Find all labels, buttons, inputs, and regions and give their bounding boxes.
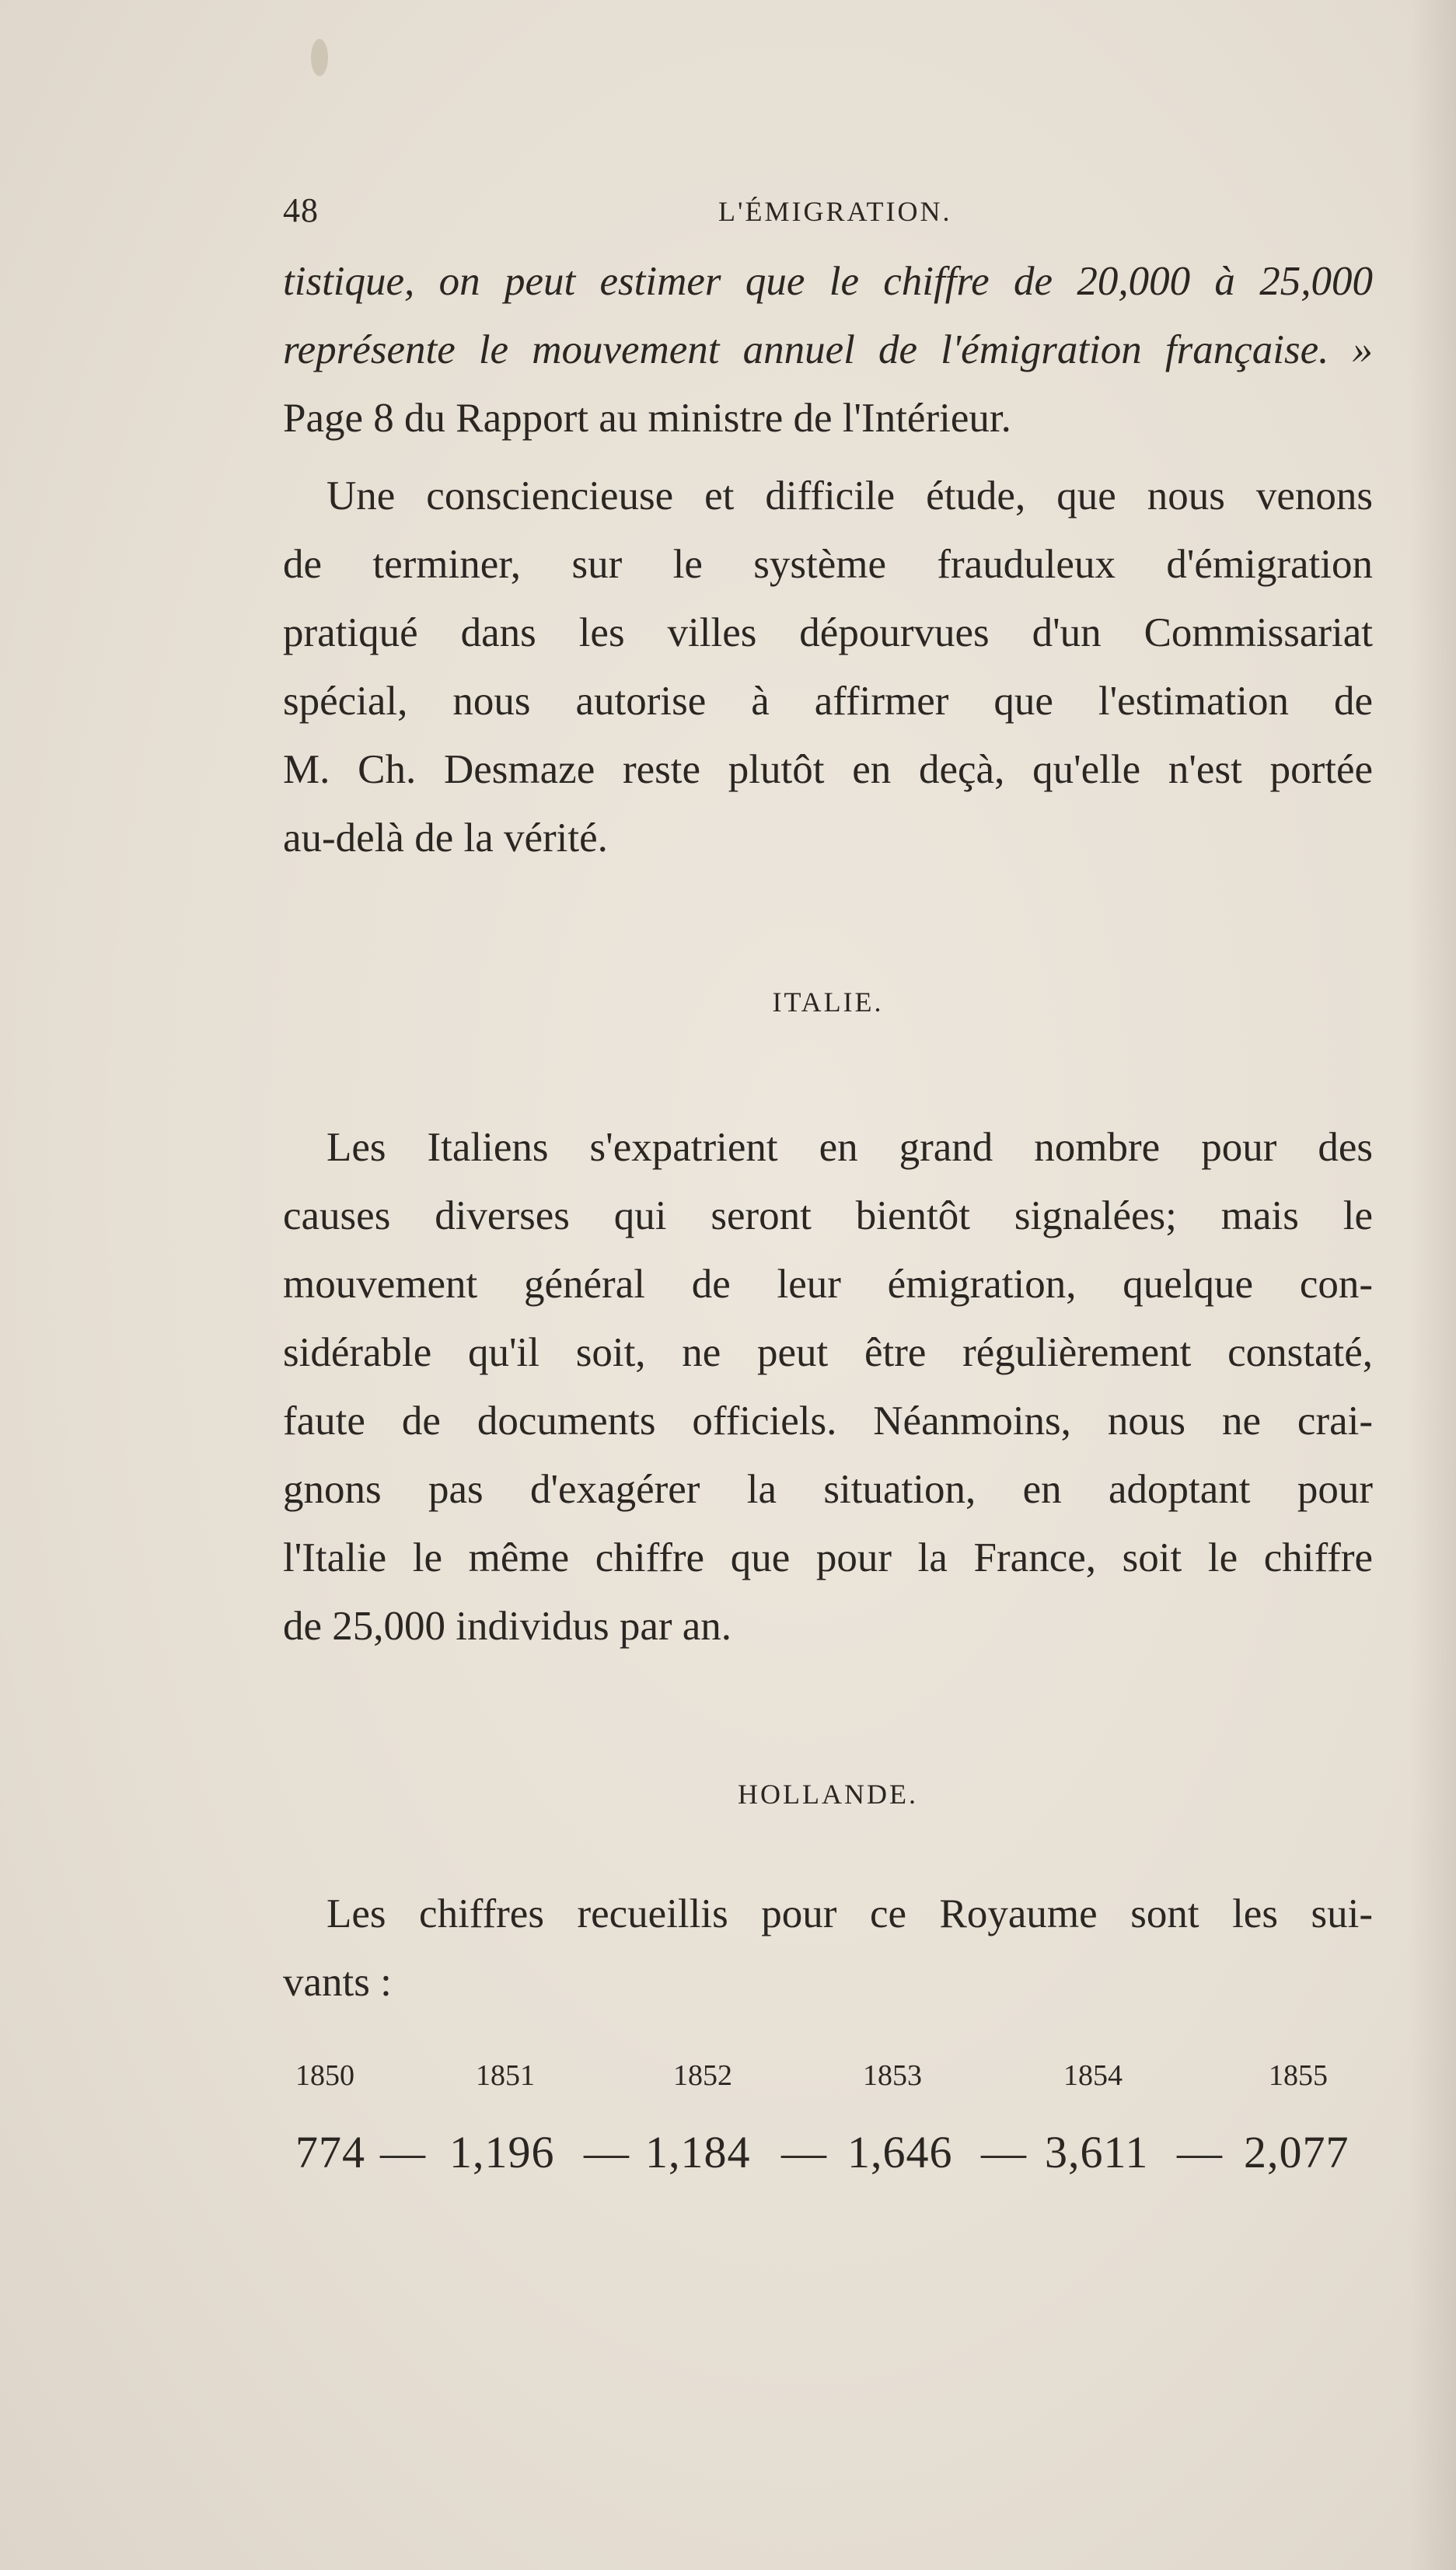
section-heading-hollande: HOLLANDE. [738, 1779, 918, 1810]
emigrant-count: 774 [295, 2127, 365, 2177]
emigration-years-row [295, 2058, 1345, 2097]
text-line: au-delà de la vérité. [283, 815, 608, 861]
text-line: sidérable qu'il soit, ne peut être régulièrement constaté, [283, 1330, 1373, 1375]
text-line: pratiqué dans les villes dépourvues d'un Commissariat [283, 610, 1373, 655]
separator-dash: — [981, 2127, 1026, 2177]
text-line: l'Italie le même chiffre que pour la France, soit le chiffre [283, 1535, 1373, 1580]
separator-dash: — [1177, 2127, 1222, 2177]
separator-dash: — [380, 2127, 425, 2177]
paragraph-france-estimate [283, 247, 1373, 452]
page-edge-shadow [1409, 0, 1456, 2570]
text-line: Une consciencieuse et difficile étude, que nous venons [326, 473, 1373, 519]
emigrant-count: 1,196 [449, 2127, 555, 2177]
year-label: 1854 [1063, 2059, 1123, 2092]
text-line: gnons pas d'exagérer la situation, en adoptant pour [283, 1467, 1373, 1512]
text-line: causes diverses qui seront bientôt signalées; mais le [283, 1193, 1373, 1238]
text-line: faute de documents officiels. Néanmoins, nous ne crai- [283, 1398, 1373, 1444]
section-heading-italie: ITALIE. [772, 986, 884, 1018]
year-label: 1853 [863, 2059, 922, 2092]
emigration-values-row [283, 2126, 1356, 2181]
page-number: 48 [283, 191, 319, 229]
text-line: M. Ch. Desmaze reste plutôt en deçà, qu'elle n'est portée [283, 747, 1373, 792]
text-line: Les chiffres recueillis pour ce Royaume sont les sui- [326, 1891, 1373, 1936]
running-head [283, 190, 1371, 237]
text-line: Les Italiens s'expatrient en grand nombre pour des [326, 1125, 1373, 1170]
paragraph-italie [283, 1113, 1373, 1660]
paragraph-hollande [283, 1880, 1373, 2017]
text-line: mouvement général de leur émigration, quelque con- [283, 1262, 1373, 1307]
emigrant-count: 1,184 [645, 2127, 751, 2177]
running-title: L'ÉMIGRATION. [718, 196, 952, 227]
text-line: de 25,000 individus par an. [283, 1604, 732, 1649]
year-label: 1851 [476, 2059, 535, 2092]
emigrant-count: 2,077 [1244, 2127, 1350, 2177]
emigrant-count: 1,646 [847, 2127, 953, 2177]
text-line: représente le mouvement annuel de l'émigration française. » [283, 327, 1373, 372]
text-line: spécial, nous autorise à affirmer que l'estimation de [283, 679, 1373, 724]
separator-dash: — [781, 2127, 826, 2177]
emigrant-count: 3,611 [1045, 2127, 1149, 2177]
separator-dash: — [584, 2127, 629, 2177]
year-label: 1855 [1269, 2059, 1328, 2092]
paragraph-fraud-study [283, 462, 1373, 872]
text-line: vants : [283, 1960, 392, 2005]
year-label: 1852 [673, 2059, 732, 2092]
text-line: tistique, on peut estimer que le chiffre de 20,000 à 25,000 [283, 259, 1373, 304]
ink-stain [311, 39, 328, 76]
text-line: Page 8 du Rapport au ministre de l'Intérieur. [283, 396, 1011, 441]
year-label: 1850 [295, 2059, 354, 2092]
text-line: de terminer, sur le système frauduleux d'émigration [283, 542, 1373, 587]
